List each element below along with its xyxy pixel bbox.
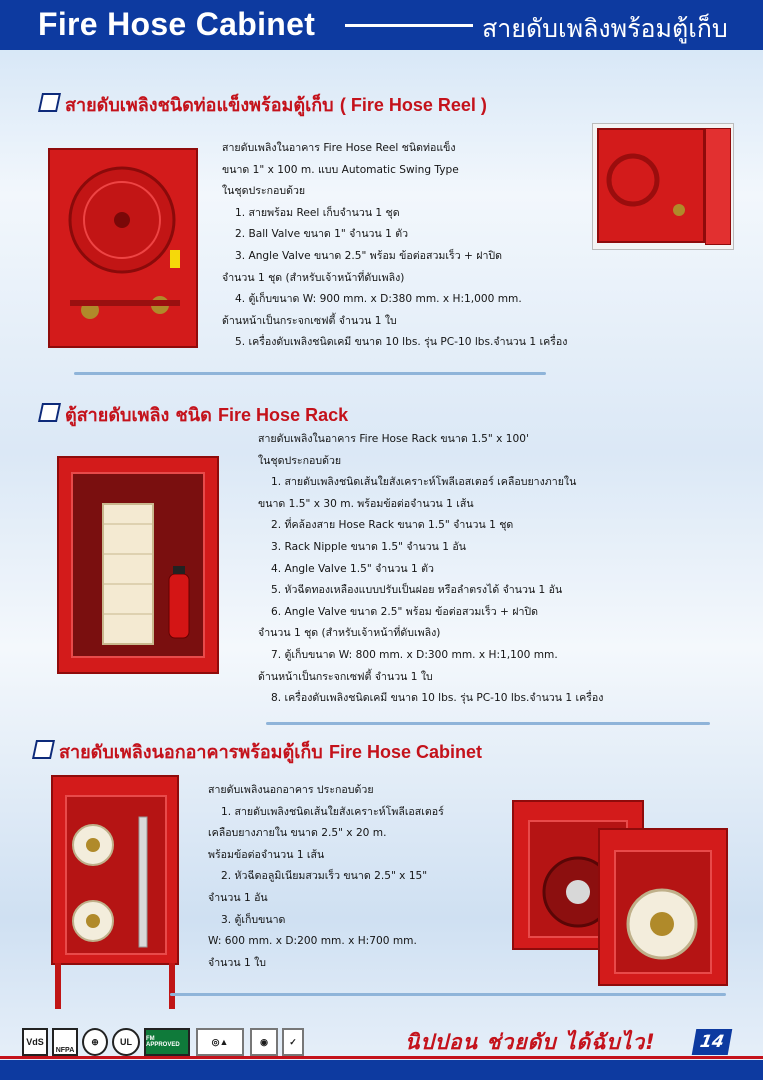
ul-logo-text: UL (120, 1037, 132, 1047)
section1-spec-text (222, 138, 567, 354)
checkbox-icon (38, 403, 61, 422)
spec-line: ในชุดประกอบด้วย (222, 185, 306, 198)
white-hose-coil-icon (616, 852, 710, 972)
page-title-thai: สายดับเพลิงพร้อมตู้เก็บ (482, 14, 728, 43)
cabinet-glass (65, 795, 167, 955)
spec-line: 1. สายดับเพลิงชนิดเส้นใยสังเคราะห์โพลีเอสเตอร์ เคลือบยางภายใน (271, 476, 577, 489)
spec-line: ขนาด 1.5" x 30 m. พร้อมข้อต่อจำนวน 1 เส้น (258, 497, 474, 510)
spec-line: 6. Angle Valve ขนาด 2.5" พร้อม ข้อต่อสวมเร็ว + ฝาปิด (271, 605, 539, 618)
tis-logo: ◉ (250, 1028, 278, 1056)
spec-line: 2. ที่คล้องสาย Hose Rack ขนาด 1.5" จำนวน 1 ชุด (271, 519, 514, 532)
spec-line: จำนวน 1 อัน (208, 891, 268, 904)
spec-line: 3. ตู้เก็บขนาด (221, 913, 286, 926)
spec-line: จำนวน 1 ชุด (สำหรับเจ้าหน้าที่ดับเพลิง) (258, 627, 441, 640)
spec-line: สายดับเพลิงนอกอาคาร ประกอบด้วย (208, 784, 374, 796)
spec-line: ด้านหน้าเป็นกระจกเซฟตี้ จำนวน 1 ใบ (258, 670, 433, 683)
page-title: Fire Hose Cabinet (38, 6, 316, 42)
section2-heading-en: Fire Hose Rack (218, 405, 349, 425)
section-divider (170, 993, 726, 996)
spec-line: เคลือบยางภายใน ขนาด 2.5" x 20 m. (208, 827, 387, 840)
spec-line: พร้อมข้อต่อจำนวน 1 เส้น (208, 848, 325, 861)
section-divider (74, 372, 546, 375)
open-cabinet-body (597, 128, 705, 243)
spec-line: ขนาด 1" x 100 m. แบบ Automatic Swing Type (222, 163, 459, 176)
spec-line: 5. หัวฉีดทองเหลืองแบบปรับเป็นฝอย หรือลำตรงได้ จำนวน 1 อัน (271, 584, 563, 597)
spec-line: 5. เครื่องดับเพลิงชนิดเคมี ขนาด 10 lbs. รุ่น PC-10 lbs.จำนวน 1 เครื่อง (235, 336, 568, 349)
spec-line: 2. Ball Valve ขนาด 1" จำนวน 1 ตัว (235, 228, 409, 241)
spec-line: 4. ตู้เก็บขนาด W: 900 mm. x D:380 mm. x H:1,000 mm. (235, 293, 522, 306)
spec-line: 1. สายดับเพลิงชนิดเส้นใยสังเคราะห์โพลีเอสเตอร์ (221, 805, 444, 818)
hose-reel-icon (50, 150, 196, 346)
spec-line: จำนวน 1 ใบ (208, 956, 266, 969)
spec-line: ในชุดประกอบด้วย (258, 454, 342, 467)
cabinet-glass (71, 472, 205, 658)
section3-heading-thai: สายดับเพลิงนอกอาคารพร้อมตู้เก็บ (59, 742, 323, 763)
hose-box-image-front (598, 828, 728, 986)
open-cabinet-image (592, 123, 734, 250)
header-divider (345, 24, 473, 27)
nfpa-logo-text: NFPA (55, 1047, 75, 1054)
cabinet-leg (169, 963, 175, 1009)
spec-line: 7. ตู้เก็บขนาด W: 800 mm. x D:300 mm. x H:1,100 mm. (271, 648, 558, 661)
section-divider (266, 722, 710, 725)
cabinet-glass (614, 850, 712, 974)
footer-bar (0, 1060, 763, 1080)
section1-heading-en: ( Fire Hose Reel ) (339, 95, 487, 115)
spec-line: 4. Angle Valve 1.5" จำนวน 1 ตัว (271, 562, 434, 575)
spec-line: 3. Rack Nipple ขนาด 1.5" จำนวน 1 อัน (271, 540, 467, 553)
section3-heading (34, 737, 482, 766)
section1-heading (40, 90, 487, 119)
spec-line: 1. สายพร้อม Reel เก็บจำนวน 1 ชุด (235, 206, 400, 219)
certification-circle-icon: ⊕ (82, 1028, 108, 1056)
checkbox-icon (38, 93, 61, 112)
section2-spec-text (258, 429, 603, 710)
spec-line: สายดับเพลิงในอาคาร Fire Hose Rack ขนาด 1.5" x 100' (258, 433, 529, 445)
outdoor-cabinet-body (51, 775, 179, 965)
section2-heading-thai: ตู้สายดับเพลิง ชนิด (65, 405, 212, 426)
checkbox-icon (32, 740, 55, 759)
spec-line: ด้านหน้าเป็นกระจกเซฟตี้ จำนวน 1 ใบ (222, 314, 397, 327)
quality-mark-logo: ✓ (282, 1028, 304, 1056)
fm-approved-logo (144, 1028, 190, 1056)
fire-hose-rack-cabinet-image (57, 456, 219, 674)
slogan: นิปปอน ช่วยดับ ได้ฉับไว! (405, 1030, 656, 1054)
spec-line: 2. หัวฉีดอลูมิเนียมสวมเร็ว ขนาด 2.5" x 15" (221, 870, 428, 883)
hose-coil-icon (599, 130, 703, 241)
iso-certification-logo: ◎▲ (196, 1028, 244, 1056)
ul-logo (112, 1028, 140, 1056)
spec-line: 8. เครื่องดับเพลิงชนิดเคมี ขนาด 10 lbs. รุ่น PC-10 lbs.จำนวน 1 เครื่อง (271, 692, 604, 705)
spec-line: สายดับเพลิงในอาคาร Fire Hose Reel ชนิดท่อแข็ง (222, 142, 456, 154)
rolled-hose-icon (67, 797, 165, 953)
spec-line: 3. Angle Valve ขนาด 2.5" พร้อม ข้อต่อสวมเร็ว + ฝาปิด (235, 249, 503, 262)
fm-logo-text: FM APPROVED (146, 1036, 180, 1048)
cabinet-door (705, 128, 731, 245)
vds-logo (22, 1028, 48, 1056)
nfpa-logo (52, 1028, 78, 1056)
section3-spec-text (208, 780, 444, 974)
spec-line: จำนวน 1 ชุด (สำหรับเจ้าหน้าที่ดับเพลิง) (222, 271, 405, 284)
folded-hose-icon (73, 474, 203, 656)
footer-stripe (0, 1056, 763, 1059)
section3-heading-en: Fire Hose Cabinet (329, 742, 483, 762)
outdoor-hose-cabinet-image (51, 775, 179, 1013)
vds-logo-text: VdS (26, 1037, 44, 1047)
section1-heading-thai: สายดับเพลิงชนิดท่อแข็งพร้อมตู้เก็บ (65, 95, 334, 116)
fire-hose-reel-cabinet-image (48, 148, 198, 348)
page-number: 14 (692, 1029, 733, 1055)
cabinet-leg (55, 963, 61, 1009)
spec-line: W: 600 mm. x D:200 mm. x H:700 mm. (208, 935, 417, 948)
section2-heading (40, 400, 348, 429)
